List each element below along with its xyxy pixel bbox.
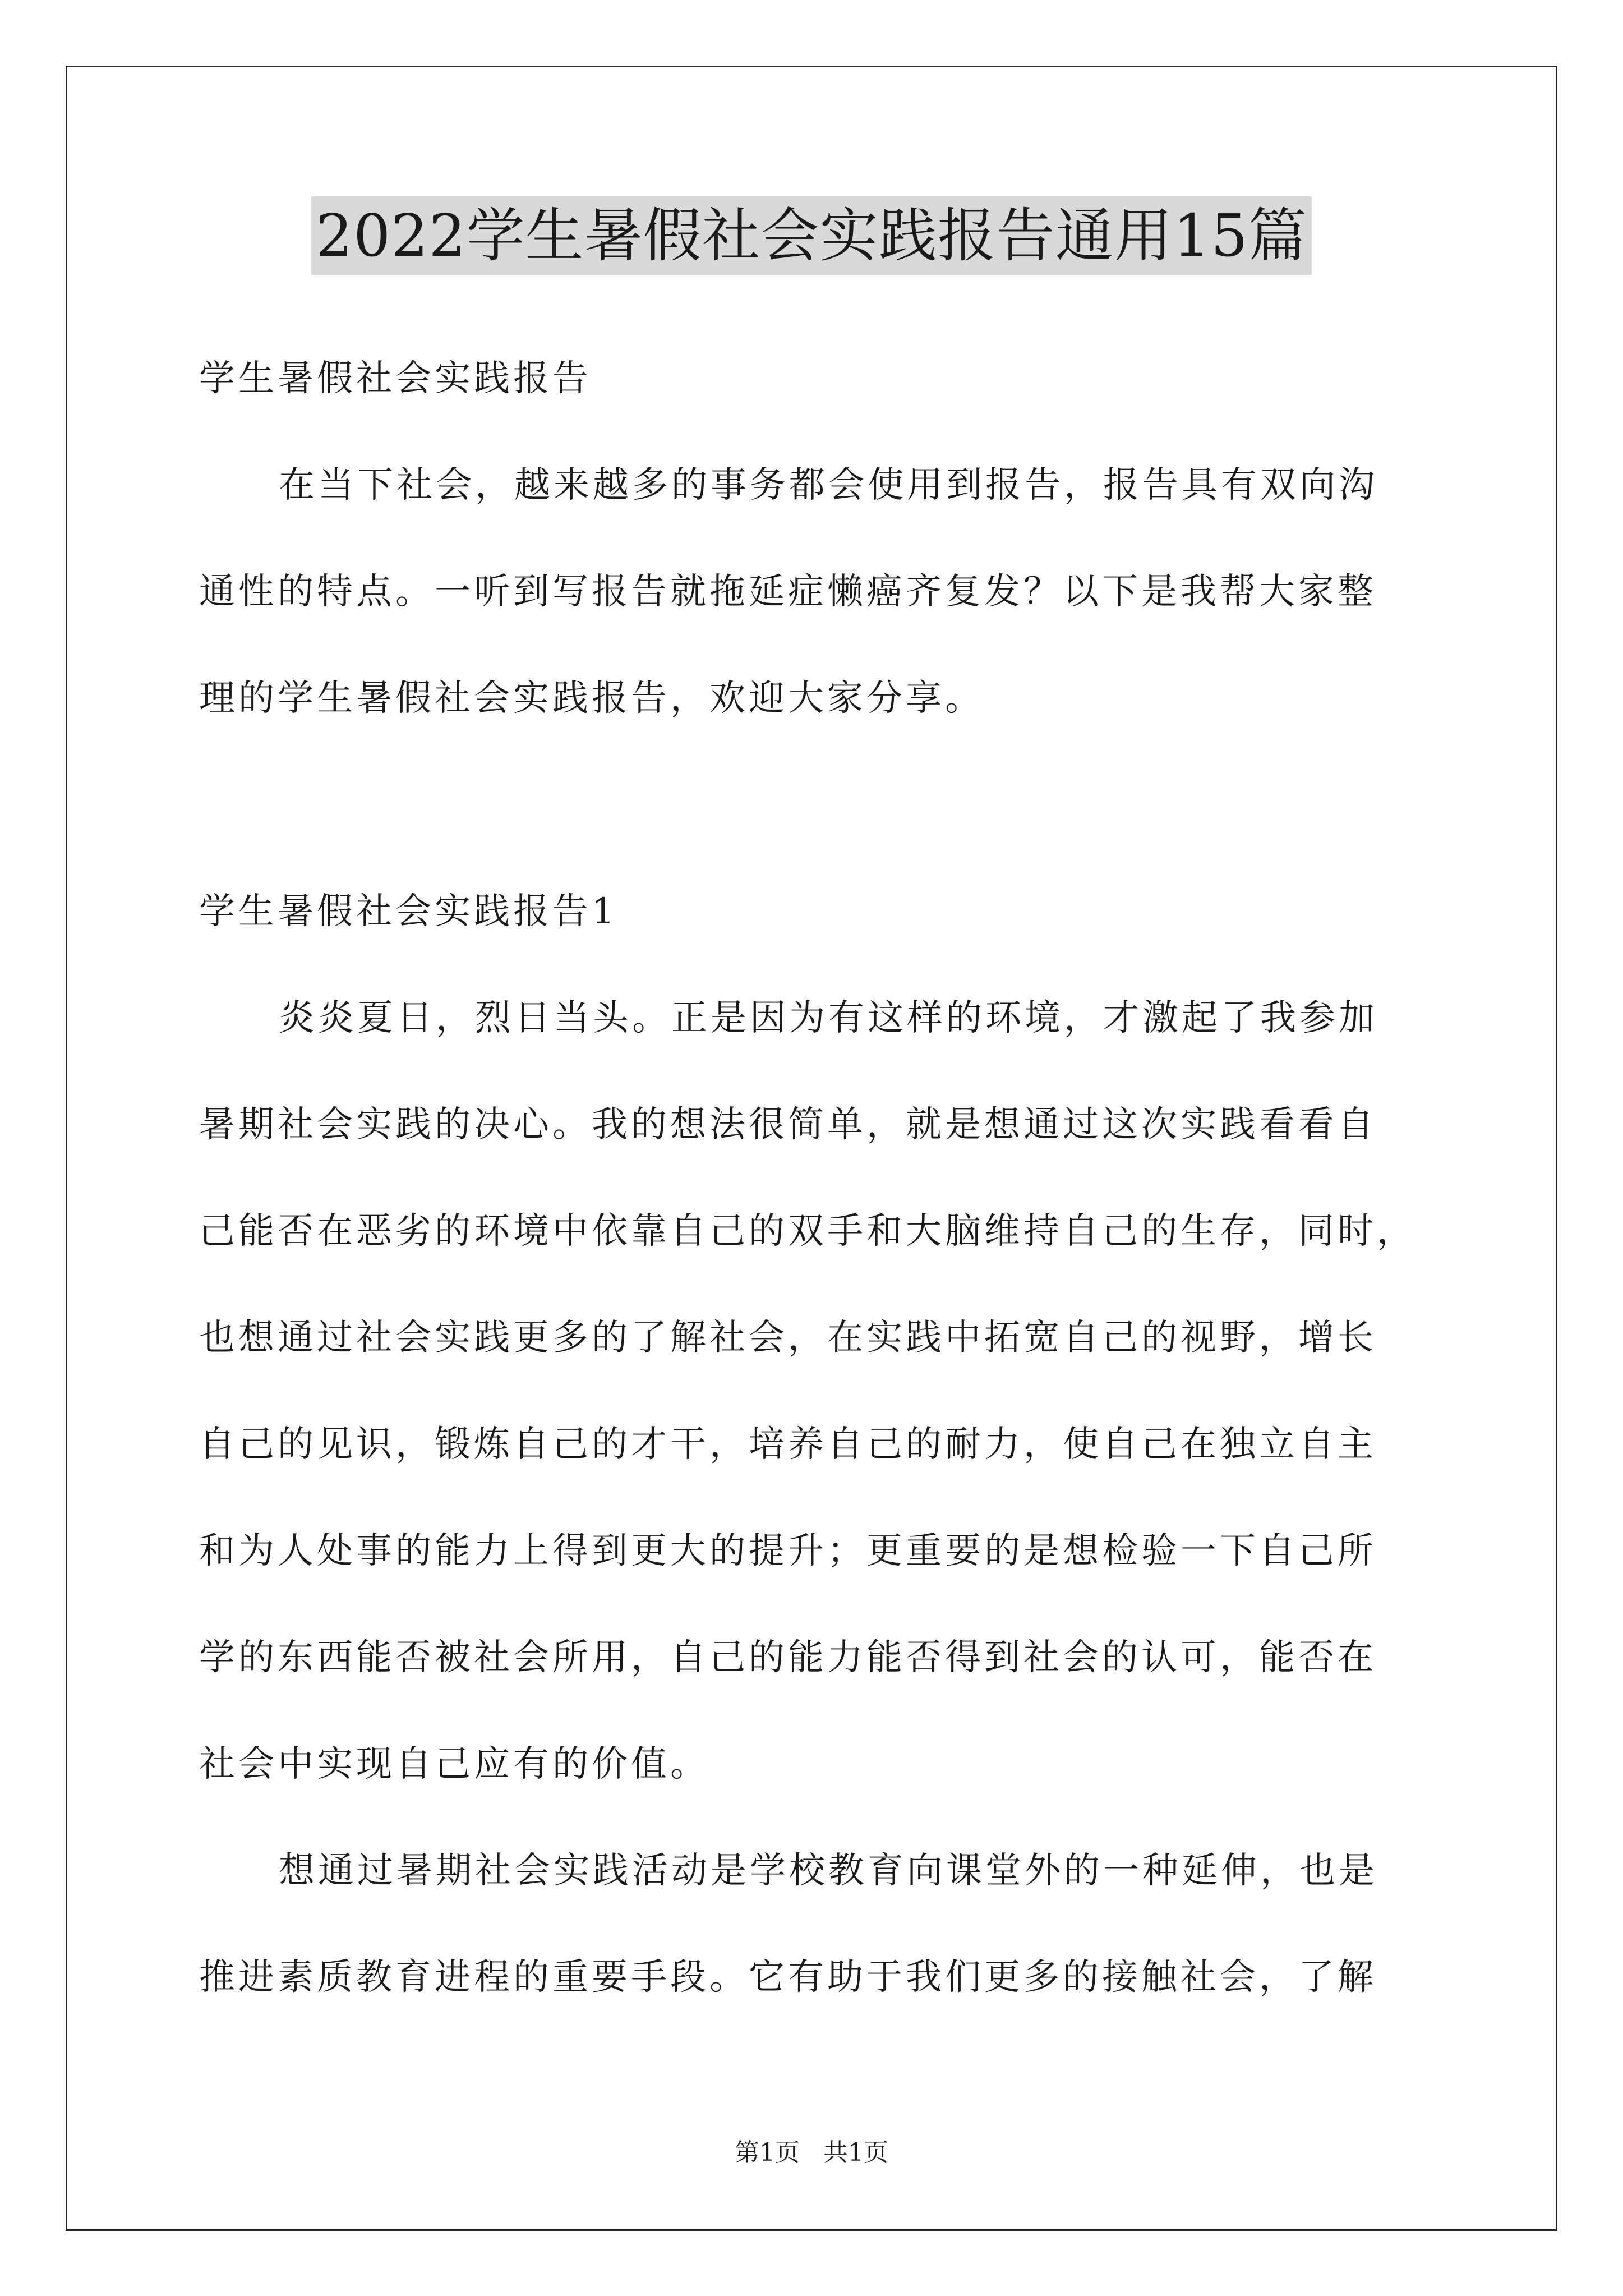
intro-line: 在当下社会，越来越多的事务都会使用到报告，报告具有双向沟 bbox=[279, 464, 1378, 506]
section1-line: 和为人处事的能力上得到更大的提升；更重要的是想检验一下自己所 bbox=[199, 1530, 1377, 1572]
intro-line: 理的学生暑假社会实践报告，欢迎大家分享。 bbox=[199, 678, 984, 719]
document-title: 2022学生暑假社会实践报告通用15篇 bbox=[311, 196, 1312, 275]
section1-line: 己能否在恶劣的环境中依靠自己的双手和大脑维持自己的生存，同时， bbox=[199, 1211, 1416, 1252]
title-container bbox=[0, 196, 1623, 275]
section1-line: 暑期社会实践的决心。我的想法很简单，就是想通过这次实践看看自 bbox=[199, 1104, 1377, 1145]
page-total: 共1页 bbox=[823, 2138, 888, 2167]
section1-heading: 学生暑假社会实践报告1 bbox=[199, 891, 618, 932]
page-footer bbox=[0, 2137, 1623, 2169]
section1-line: 社会中实现自己应有的价值。 bbox=[199, 1743, 709, 1785]
section1-line: 自己的见识，锻炼自己的才干，培养自己的耐力，使自己在独立自主 bbox=[199, 1424, 1377, 1465]
page-number: 第1页 bbox=[735, 2138, 800, 2167]
section1-line: 炎炎夏日，烈日当头。正是因为有这样的环境，才激起了我参加 bbox=[279, 997, 1378, 1039]
intro-heading: 学生暑假社会实践报告 bbox=[199, 358, 592, 399]
section1-line: 学的东西能否被社会所用，自己的能力能否得到社会的认可，能否在 bbox=[199, 1637, 1377, 1678]
footer-spacer bbox=[800, 2138, 823, 2167]
section1-line: 想通过暑期社会实践活动是学校教育向课堂外的一种延伸，也是 bbox=[279, 1850, 1378, 1892]
section1-line: 推进素质教育进程的重要手段。它有助于我们更多的接触社会，了解 bbox=[199, 1957, 1377, 1998]
section1-line: 也想通过社会实践更多的了解社会，在实践中拓宽自己的视野，增长 bbox=[199, 1317, 1377, 1359]
intro-line: 通性的特点。一听到写报告就拖延症懒癌齐复发？以下是我帮大家整 bbox=[199, 571, 1377, 613]
